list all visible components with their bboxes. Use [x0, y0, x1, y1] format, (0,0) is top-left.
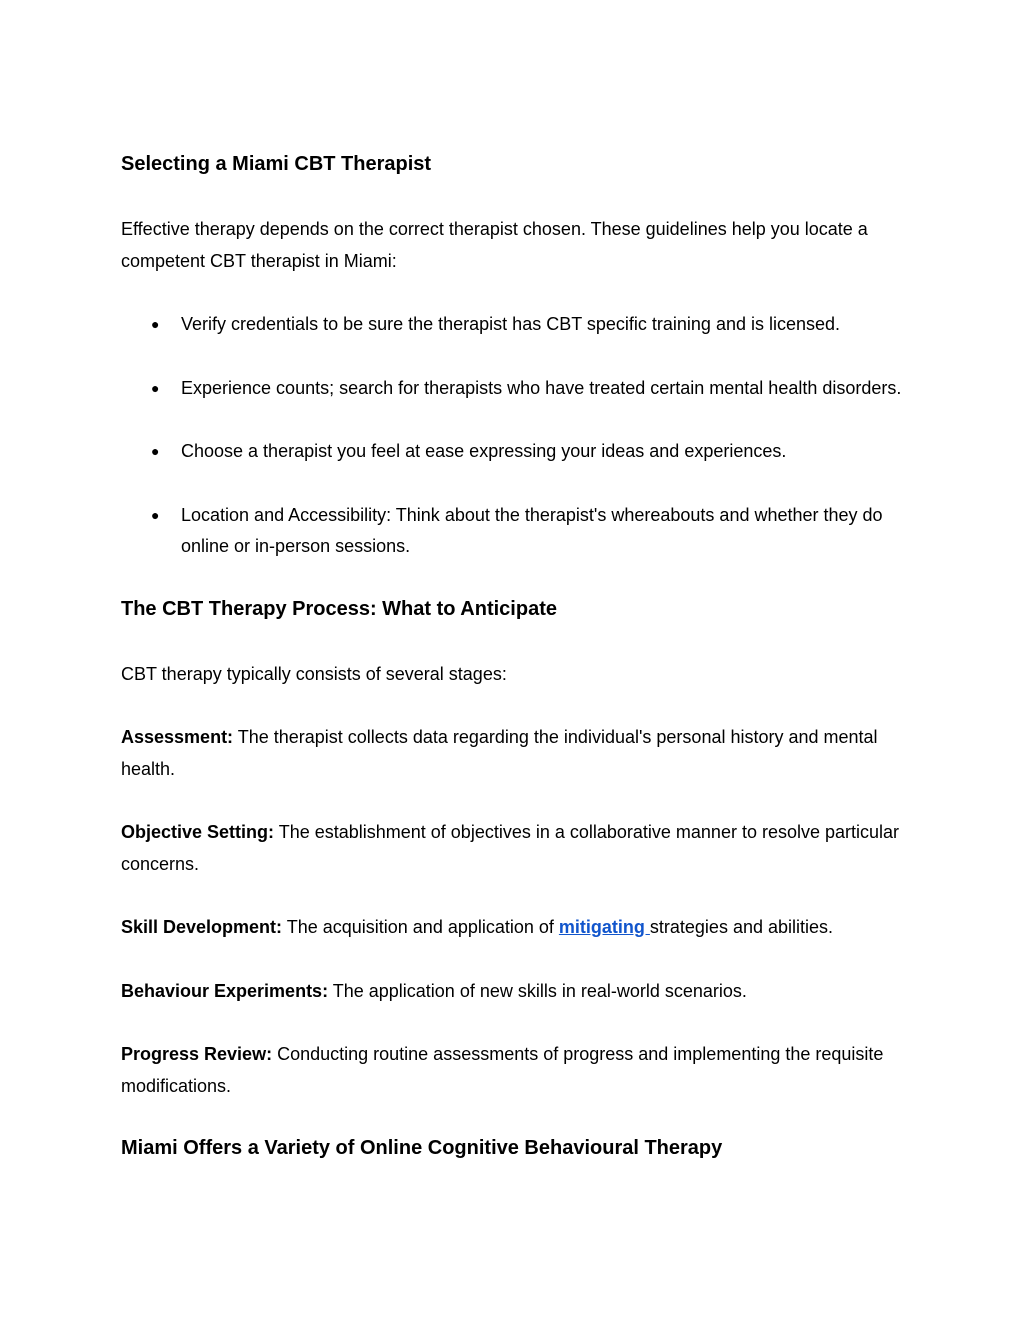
mitigating-link[interactable]: mitigating [558, 917, 650, 937]
bullet-icon: ● [151, 506, 160, 523]
list-item-text: Choose a therapist you feel at ease expressing your ideas and experiences. [181, 441, 787, 461]
stage-term: Progress Review: [121, 1044, 273, 1064]
list-item [121, 373, 911, 405]
stage-term: Behaviour Experiments: [121, 980, 329, 1001]
bullet-icon: ● [151, 443, 160, 459]
list-item [121, 500, 911, 563]
stage-text: Conducting routine assessments of progress and implementing the requisite modifications. [121, 1044, 884, 1096]
stage-term: Assessment: [121, 727, 234, 747]
guidelines-list [121, 309, 911, 563]
intro-paragraph: Effective therapy depends on the correct therapist chosen. These guidelines help you locate a competent CBT therapist in Miami: [121, 219, 868, 271]
list-item-text: Verify credentials to be sure the therapist has CBT specific training and is licensed. [181, 314, 841, 334]
stage-text-before: The acquisition and application of [282, 917, 559, 937]
stage-term: Skill Development: [121, 917, 283, 937]
section-heading-process: The CBT Therapy Process: What to Anticipate [121, 597, 557, 620]
stage-progress-review [121, 1039, 911, 1102]
stage-text: The establishment of objectives in a collaborative manner to resolve particular concerns. [121, 822, 900, 874]
stage-behaviour-experiments [121, 976, 911, 1008]
bullet-icon: ● [151, 379, 160, 396]
stage-term: Objective Setting: [121, 822, 275, 842]
process-lead-paragraph: CBT therapy typically consists of several stages: [121, 663, 507, 684]
list-item [121, 436, 911, 468]
stage-text: The therapist collects data regarding the individual's personal history and mental health. [121, 727, 878, 779]
stage-text-after: strategies and abilities. [649, 917, 834, 937]
stage-objective-setting [121, 817, 911, 880]
list-item-text: Location and Accessibility: Think about the therapist's whereabouts and whether they do online or in-person sessions. [181, 504, 883, 556]
stage-assessment [121, 722, 911, 785]
stage-text: The application of new skills in real-world scenarios. [328, 980, 747, 1001]
list-item [121, 309, 911, 341]
section-heading-online: Miami Offers a Variety of Online Cognitive Behavioural Therapy [121, 1137, 723, 1159]
document-page [121, 150, 911, 1162]
stage-skill-development [121, 912, 911, 944]
bullet-icon: ● [151, 316, 160, 332]
list-item-text: Experience counts; search for therapists who have treated certain mental health disorders. [181, 377, 902, 398]
section-heading-selecting: Selecting a Miami CBT Therapist [121, 153, 432, 175]
